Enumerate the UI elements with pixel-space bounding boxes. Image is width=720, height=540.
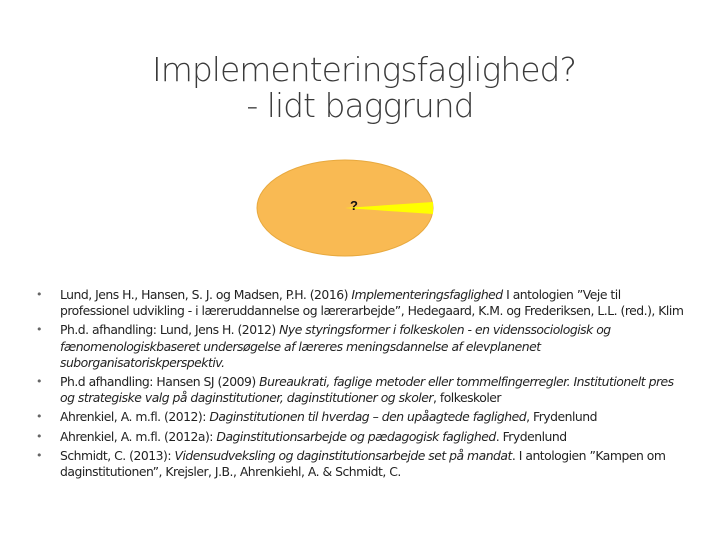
reference-source: . I antologien ”Kampen om daginstitutionen”, Krejsler, J.B., Ahrenkiehl, A. & Schmidt, C. bbox=[60, 447, 666, 480]
title-line-1: Implementeringsfaglighed? bbox=[151, 50, 576, 89]
reference-authors: Lund, Jens H., Hansen, S. J. og Madsen, P.H. (2016) bbox=[60, 287, 352, 302]
reference-title: Vidensudveksling og daginstitutionsarbejde set på mandat bbox=[174, 447, 512, 463]
pie-chart-svg bbox=[255, 158, 435, 258]
reference-item bbox=[36, 374, 686, 406]
reference-title: Implementeringsfaglighed bbox=[351, 287, 503, 302]
reference-title: Daginstitutionsarbejde og pædagogisk faglighed bbox=[216, 428, 496, 444]
bullet-icon: • bbox=[36, 448, 42, 462]
reference-list bbox=[36, 287, 686, 483]
reference-source: I antologien ”Veje til professionel udvikling - i læreruddannelse og lærerarbejde”, Hedegaard, K.M. og Frederiksen, L.L. (red.), Klim bbox=[60, 287, 684, 319]
reference-item bbox=[36, 448, 686, 480]
reference-authors: Ph.d afhandling: Hansen SJ (2009) bbox=[60, 374, 260, 390]
bullet-icon: • bbox=[36, 288, 42, 301]
bullet-icon: • bbox=[36, 429, 42, 443]
bullet-icon: • bbox=[36, 375, 42, 389]
reference-source: , Frydenlund bbox=[526, 409, 597, 425]
reference-authors: Ph.d. afhandling: Lund, Jens H. (2012) bbox=[60, 322, 280, 338]
reference-source: , folkeskoler bbox=[432, 390, 502, 406]
reference-title: Bureaukrati, faglige metoder eller tommelfingerregler. Institutionelt pres og strategiske valg på daginstitutioner, daginstitutioner og skoler bbox=[60, 374, 674, 406]
pie-chart bbox=[255, 158, 435, 258]
reference-authors: Ahrenkiel, A. m.fl. (2012): bbox=[60, 409, 210, 425]
reference-item bbox=[36, 429, 686, 445]
bullet-icon: • bbox=[36, 323, 42, 337]
reference-title: Daginstitutionen til hverdag – den upåagtede faglighed bbox=[209, 409, 527, 425]
bullet-icon: • bbox=[36, 410, 42, 424]
reference-item bbox=[36, 322, 686, 371]
reference-item bbox=[36, 409, 686, 425]
reference-authors: Schmidt, C. (2013): bbox=[60, 447, 175, 463]
reference-source: . Frydenlund bbox=[495, 428, 567, 444]
title-line-2: - lidt baggrund bbox=[246, 86, 474, 125]
slide-title bbox=[0, 52, 720, 124]
reference-item bbox=[36, 287, 686, 319]
pie-question-label: ? bbox=[350, 198, 358, 213]
reference-title: Nye styringsformer i folkeskolen - en videnssociologisk og fænomenologiskbaseret undersøgelse af læreres meningsdannelse af elevplanenet suborganisatoriskperspektiv. bbox=[60, 322, 611, 370]
reference-authors: Ahrenkiel, A. m.fl. (2012a): bbox=[60, 428, 217, 444]
